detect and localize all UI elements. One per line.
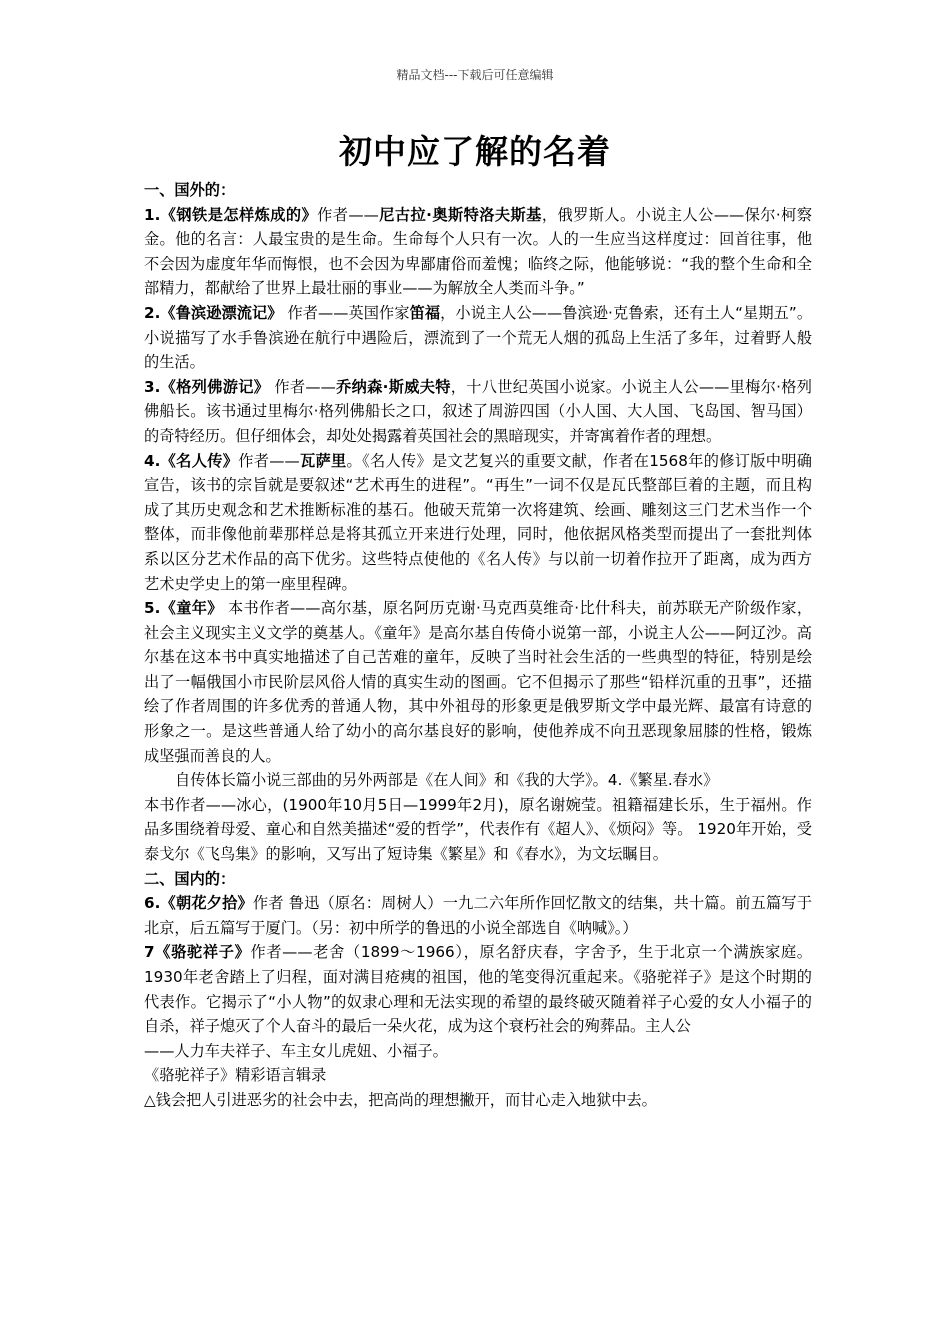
- entry-4b-text: 本书作者——冰心，(1900年10月5日—1999年2月)，原名谢婉莹。祖籍福建长乐，生于福州。作品多围绕着母爱、童心和自然美描述“爱的哲学”，代表作有《超人》、《烦闷》等。 1920年开始，受泰戈尔《飞鸟集》的影响，又写出了短诗集《繁星》和《春水》，为文坛瞩目。: [144, 795, 812, 864]
- entry-4-title: 4.《名人传》: [144, 451, 239, 470]
- entry-7-quote: △钱会把人引进恶劣的社会中去，把高尚的理想撇开，而甘心走入地狱中去。: [144, 1090, 657, 1109]
- entry-7-characters: ——人力车夫祥子、车主女儿虎妞、小福子。: [144, 1041, 448, 1060]
- entry-4-author: 瓦萨里: [299, 451, 347, 470]
- entry-1-title: 1.《钢铁是怎样炼成的》: [144, 205, 318, 224]
- entry-4-text-a: 作者——: [238, 451, 300, 470]
- entry-7-quotes-heading: 《骆驼祥子》精彩语言辑录: [144, 1066, 327, 1085]
- section-heading-domestic: 二、国内的：: [144, 869, 236, 888]
- entry-6-title: 6.《朝花夕拾》: [144, 894, 253, 913]
- entry-5-title: 5.《童年》: [144, 599, 223, 618]
- entry-2-text-b: ，小说主人公——鲁滨逊·克鲁索，还有土人“星期五”。小说描写了水手鲁滨逊在航行中遇险后，漂流到了一个荒无人烟的孤岛上生活了多年，过着野人般的生活。: [144, 303, 813, 372]
- entry-1-text-b: ，俄罗斯人。小说主人公——保尔·柯察金。他的名言：人最宝贵的是生命。生命每个人只有一次。人的一生应当这样度过：回首往事，他不会因为虚度年华而悔恨，也不会因为卑鄙庸俗而羞愧；临终之际，他能够说：“我的整个生命和全部精力，都献给了世界上最壮丽的事业——为解放全人类而斗争。”: [144, 205, 813, 298]
- document-body: [144, 178, 812, 1113]
- entry-3-author: 乔纳森·斯威夫特: [335, 377, 451, 396]
- section-heading-foreign: 一、国外的：: [144, 181, 236, 199]
- page-header-note: 精品文档---下载后可任意编辑: [396, 68, 554, 82]
- entry-5-text: 本书作者——高尔基，原名阿历克谢·马克西莫维奇·比什科夫，前苏联无产阶级作家，社会主义现实主义文学的奠基人。《童年》是高尔基自传倚小说第一部，小说主人公——阿辽沙。高尔基在这本书中真实地描述了自己苦难的童年，反映了当时社会生活的一些典型的特征，特别是绘出了一幅俄国小市民阶层风俗人情的真实生动的图画。它不但揭示了那些“铅样沉重的丑事”，还描绘了作者周围的许多优秀的普通人物，其中外祖母的形象更是俄罗斯文学中最光辉、最富有诗意的形象之一。是这些普通人给了幼小的高尔基良好的影响，使他养成不向丑恶现象屈膝的性格，锻炼成坚强而善良的人。: [144, 599, 813, 765]
- entry-3-text-b: ，十八世纪英国小说家。小说主人公——里梅尔·格列佛船长。该书通过里梅尔·格列佛船长之口，叙述了周游四国（小人国、大人国、飞岛国、智马国）的奇特经历。但仔细体会，却处处揭露着英国社会的黑暗现实，并寄寓着作者的理想。: [144, 377, 812, 445]
- entry-2-title: 2.《鲁滨逊漂流记》: [144, 303, 283, 322]
- entry-6-text: 作者 鲁迅（原名：周树人）一九二六年所作回忆散文的结集，共十篇。前五篇写于北京，后五篇写于厦门。（另：初中所学的鲁迅的小说全部选自《呐喊》。）: [144, 894, 812, 937]
- entry-2: [144, 301, 812, 375]
- entry-3: [144, 375, 812, 449]
- entry-7-title: 7《骆驼祥子》: [144, 943, 251, 962]
- entry-1-text-a: 作者——: [317, 205, 379, 224]
- entry-4-text-b: 。《名人传》是文艺复兴的重要文献，作者在1568年的修订版中明确宣告，该书的宗旨就是要叙述“艺术再生的进程”。“再生”一词不仅是瓦氏整部巨着的主题，而且构成了其历史观念和艺术推断标准的基石。他破天荒第一次将建筑、绘画、雕刻这三门艺术当作一个整体，而非像他前辈那样总是将其孤立开来进行处理，同时，他依据风格类型而提出了一套批判体系以区分艺术作品的高下优劣。这些特点使他的《名人传》与以前一切着作拉开了距离，成为西方艺术史学史上的第一座里程碑。: [144, 451, 812, 593]
- entry-4: [144, 449, 812, 597]
- entry-7: [144, 940, 812, 1038]
- entry-1-author: 尼古拉·奥斯特洛夫斯基: [378, 205, 542, 224]
- entry-3-text-a: 作者——: [269, 377, 336, 396]
- entry-2-author: 笛福: [409, 303, 441, 322]
- entry-2-text-a: 作者——英国作家: [282, 303, 410, 322]
- entry-1: [144, 203, 812, 301]
- entry-5-extra: 自传体长篇小说三部曲的另外两部是《在人间》和《我的大学》。4.《繁星.春水》: [175, 771, 719, 790]
- entry-3-title: 3.《格列佛游记》: [144, 377, 270, 396]
- entry-5: [144, 596, 812, 768]
- entry-6: [144, 891, 812, 940]
- entry-7-text: 作者——老舍（1899～1966），原名舒庆春，字舍予，生于北京一个满族家庭。1930年老舍踏上了归程，面对满目疮痍的祖国，他的笔变得沉重起来。《骆驼祥子》是这个时期的代表作。它揭示了“小人物”的奴隶心理和无法实现的希望的最终破灭随着祥子心爱的女人小福子的自杀，祥子熄灭了个人奋斗的最后一朵火花，成为这个衰朽社会的殉葬品。主人公: [144, 943, 812, 1036]
- page-title: 初中应了解的名着: [339, 132, 611, 171]
